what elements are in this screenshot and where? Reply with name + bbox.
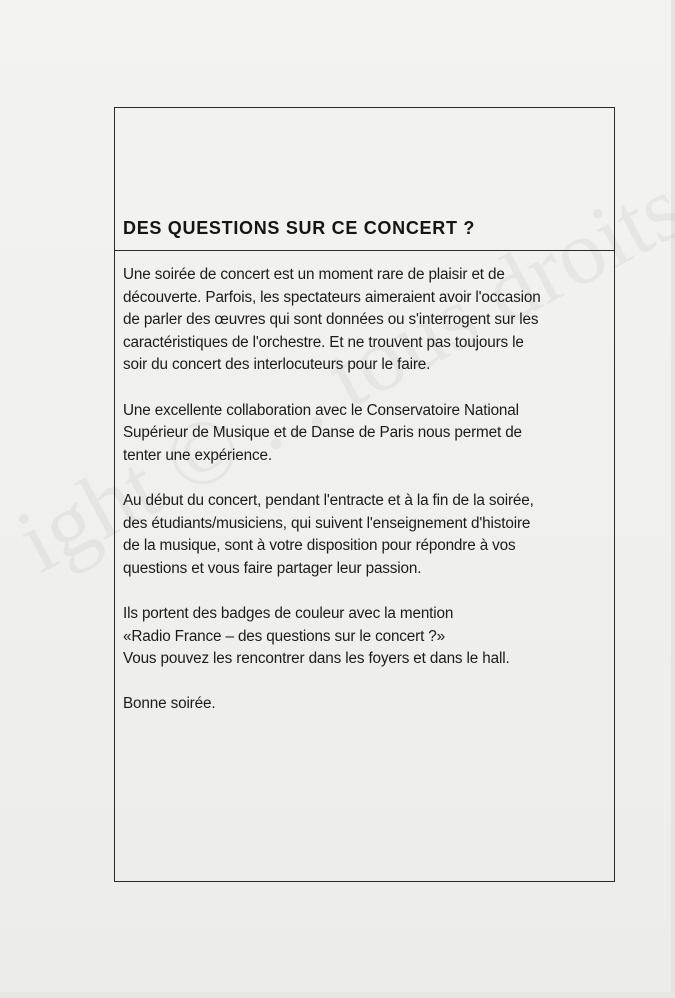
scan-edge-bottom [0, 992, 675, 998]
paragraph-closing [123, 693, 609, 716]
body-text [123, 264, 609, 738]
info-box [114, 107, 615, 882]
text-line: tenter une expérience. [123, 446, 272, 464]
text-line: Vous pouvez les rencontrer dans les foyers et dans le hall. [123, 650, 510, 668]
box-heading: DES QUESTIONS SUR CE CONCERT ? [123, 218, 476, 238]
text-line: Une excellente collaboration avec le Conservatoire National [123, 401, 519, 419]
text-line: Supérieur de Musique et de Danse de Paris nous permet de [123, 424, 522, 442]
scan-edge-right [671, 0, 675, 998]
text-line: de la musique, sont à votre disposition pour répondre à vos [123, 537, 516, 555]
text-line: Au début du concert, pendant l'entracte et à la fin de la soirée, [123, 491, 534, 509]
paragraph-badges [123, 603, 609, 671]
text-line: de parler des œuvres qui sont données ou s'interrogent sur les [123, 311, 539, 329]
text-line: Ils portent des badges de couleur avec la mention [123, 604, 454, 622]
paragraph-collaboration [123, 400, 609, 468]
text-line: caractéristiques de l'orchestre. Et ne trouvent pas toujours le [123, 333, 524, 351]
text-line: Bonne soirée. [123, 695, 216, 713]
text-line: «Radio France – des questions sur le concert ?» [123, 627, 446, 645]
heading-rule [115, 250, 614, 251]
text-line: des étudiants/musiciens, qui suivent l'enseignement d'histoire [123, 514, 531, 532]
text-line: découverte. Parfois, les spectateurs aimeraient avoir l'occasion [123, 288, 541, 306]
text-line: soir du concert des interlocuteurs pour le faire. [123, 356, 431, 374]
text-line: Une soirée de concert est un moment rare de plaisir et de [123, 266, 505, 283]
text-line: questions et vous faire partager leur passion. [123, 559, 422, 577]
paragraph-intro [123, 264, 609, 377]
paragraph-students [123, 490, 609, 580]
